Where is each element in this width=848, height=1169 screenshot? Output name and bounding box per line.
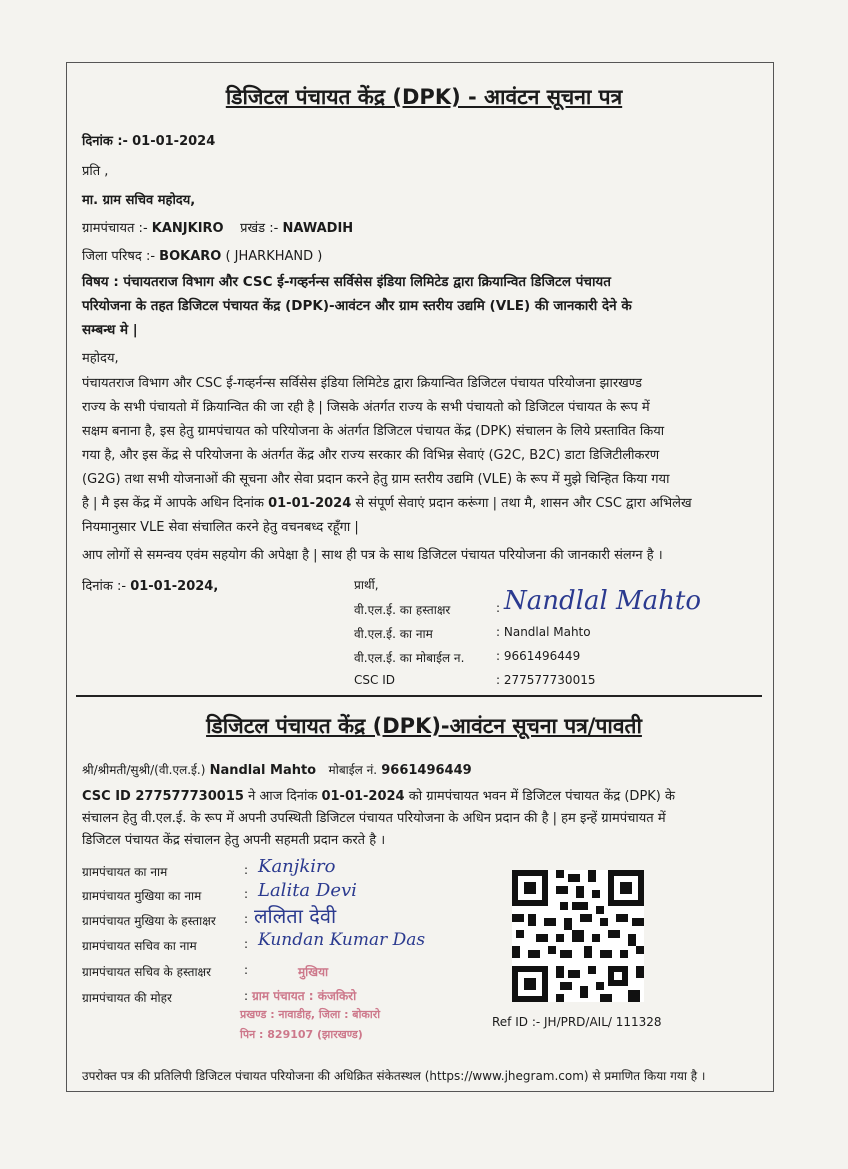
field-label: ग्रामपंचायत मुखिया के हस्ताक्षर	[82, 914, 216, 928]
date-value: 01-01-2024	[132, 134, 216, 149]
subject-line: विषय : पंचायतराज विभाग और CSC ई-गव्हर्नन्स सर्विसेस इंडिया लिमिटेड द्वारा क्रियान्वित डिजिटल पंचायत	[82, 274, 611, 290]
receipt-date: 01-01-2024	[321, 789, 405, 804]
date2-value: 01-01-2024,	[130, 579, 219, 594]
ref-id: Ref ID :- JH/PRD/AIL/ 111328	[492, 1015, 662, 1029]
field-colon: :	[244, 863, 249, 877]
footer-note: उपरोक्त पत्र की प्रतिलिपी डिजिटल पंचायत परियोजना की अधिक्रित संकेतस्थल (https://www.jhegram.com) से प्रमाणित किया गया है ।	[82, 1069, 706, 1083]
receipt-paragraph	[82, 786, 758, 852]
letter-title: डिजिटल पंचायत केंद्र (DPK) - आवंटन सूचना पत्र	[225, 85, 623, 109]
body-paragraph	[82, 372, 758, 540]
body-line: (G2G) तथा सभी योजनाओं की सूचना और सेवा प्रदान करने हेतु ग्राम स्तरीय उद्यमि (VLE) के रूप में मुझे चिन्हित किया गया	[82, 472, 670, 487]
vle-sign-label: वी.एल.ई. का हस्ताक्षर	[354, 603, 451, 617]
vle-prefix: श्री/श्रीमती/सुश्री/(वी.एल.ई.)	[82, 763, 206, 777]
addressee: मा. ग्राम सचिव महोदय,	[82, 193, 196, 208]
field-value-handwritten: Lalita Devi	[258, 880, 357, 901]
state-value: ( JHARKHAND )	[225, 249, 323, 264]
district-label: जिला परिषद :-	[82, 249, 156, 264]
field-label: ग्रामपंचायत की मोहर	[82, 991, 172, 1005]
prati-text: प्रति ,	[82, 164, 109, 179]
field-label: ग्रामपंचायत सचिव के हस्ताक्षर	[82, 965, 212, 979]
body-line: नियमानुसार VLE सेवा संचालित करने हेतु वचनबध्द रहूँगा |	[82, 520, 359, 535]
field-label: ग्रामपंचायत मुखिया का नाम	[82, 889, 202, 903]
stamp-line: प्रखण्ड : नावाडीह, जिला : बोकारो	[240, 1008, 381, 1021]
applicant-label: प्रार्थी,	[354, 578, 379, 592]
field-label: ग्रामपंचायत सचिव का नाम	[82, 939, 197, 953]
block-label: प्रखंड :-	[240, 221, 279, 236]
csc-id-value: : 277577730015	[496, 673, 596, 687]
field-label: ग्रामपंचायत का नाम	[82, 865, 168, 879]
district-line	[82, 246, 322, 264]
qr-code-icon	[512, 870, 644, 1002]
receipt-line	[82, 786, 758, 808]
body-line-part: है | मै इस केंद्र में आपके अधिन दिनांक	[82, 496, 264, 511]
vle-sign-colon: :	[496, 601, 501, 615]
body-line: सक्षम बनाना है, इस हेतु ग्रामपंचायत को परियोजना के अंतर्गत डिजिटल पंचायत केंद्र (DPK) संचालन के लिये प्रस्तावित किया	[82, 424, 665, 439]
body-line: गया है, और इस केंद्र से परियोजना के अंतर्गत केंद्र और राज्य सरकार की विभिन्न सेवाएं (G2C, B2C) डाटा डिजिटीलीकरण	[82, 448, 660, 463]
receipt-mobile-value: 9661496449	[381, 763, 472, 778]
receipt-vle-line	[82, 761, 472, 778]
field-colon: :	[244, 887, 249, 901]
gp-value: KANJKIRO	[151, 221, 224, 236]
date2-label: दिनांक :-	[82, 579, 127, 594]
date-label: दिनांक :-	[82, 134, 128, 149]
field-colon: :	[244, 963, 249, 977]
subject-line: परियोजना के तहत डिजिटल पंचायत केंद्र (DPK)-आवंटन और ग्राम स्तरीय उद्यमि (VLE) की जानकारी देने के	[82, 298, 632, 314]
vle-name-label: वी.एल.ई. का नाम	[354, 627, 433, 641]
subject-line: सम्बन्ध मे |	[82, 322, 138, 338]
field-value-handwritten: Kundan Kumar Das	[258, 930, 426, 950]
receipt-csc-id: CSC ID 277577730015	[82, 789, 244, 804]
receipt-line-part: को ग्रामपंचायत भवन में डिजिटल पंचायत केंद्र (DPK) के	[408, 789, 675, 804]
csc-id-label: CSC ID	[354, 673, 395, 687]
block-value: NAWADIH	[282, 221, 354, 236]
stamp-line: ग्राम पंचायत : कंजकिरो	[252, 989, 357, 1003]
date2-line	[82, 576, 218, 594]
vle-signature: Nandlal Mahto	[504, 586, 702, 616]
field-colon: :	[244, 912, 249, 926]
vle-mobile-value: : 9661496449	[496, 649, 581, 663]
receipt-line-part: ने आज दिनांक	[248, 789, 318, 804]
field-colon: :	[244, 937, 249, 951]
stamp-line: पिन : 829107 (झारखण्ड)	[240, 1028, 363, 1041]
field-value-handwritten: Kanjkiro	[258, 856, 336, 877]
gp-label: ग्रामपंचायत :-	[82, 221, 148, 236]
vle-name-value: : Nandlal Mahto	[496, 625, 591, 639]
subject	[82, 270, 742, 342]
receipt-line: डिजिटल पंचायत केंद्र संचालन हेतु अपनी सहमती प्रदान करते है ।	[82, 833, 386, 848]
receipt-title: डिजिटल पंचायत केंद्र (DPK)-आवंटन सूचना पत्र/पावती	[206, 714, 642, 738]
body-line-part: से संपूर्ण सेवाएं प्रदान करूंगा | तथा मै, शासन और CSC द्वारा अभिलेख	[355, 496, 692, 511]
field-colon: :	[244, 989, 249, 1003]
district-value: BOKARO	[159, 249, 222, 264]
section-divider	[76, 695, 762, 697]
vle-mobile-label: वी.एल.ई. का मोबाईल न.	[354, 651, 465, 665]
body-line: पंचायतराज विभाग और CSC ई-गव्हर्नन्स सर्विसेस इंडिया लिमिटेड द्वारा क्रियान्वित डिजिटल पंचायत परियोजना झारखण्ड	[82, 376, 642, 391]
receipt-vle-name: Nandlal Mahto	[209, 763, 317, 778]
receipt-mobile-label: मोबाईल नं.	[328, 763, 378, 777]
gp-line	[82, 218, 353, 236]
body-date: 01-01-2024	[268, 496, 352, 511]
stamp-line: मुखिया	[298, 965, 329, 979]
salutation: महोदय,	[82, 351, 119, 366]
mukhiya-signature: ललिता देवी	[254, 904, 337, 928]
closing-text: आप लोगों से समन्वय एवंम सहयोग की अपेक्षा है | साथ ही पत्र के साथ डिजिटल पंचायत परियोजना की जानकारी संलग्न है ।	[82, 548, 663, 563]
receipt-line: संचालन हेतु वी.एल.ई. के रूप में अपनी उपस्थिती डिजिटल पंचायत परियोजना के अधिन प्रदान की है | हम इन्हें ग्रामपंचायत में	[82, 811, 666, 826]
body-line: राज्य के सभी पंचायतो में क्रियान्वित की जा रही है | जिसके अंतर्गत राज्य के सभी पंचायतो को डिजिटल पंचायत के रूप में	[82, 400, 650, 415]
body-line	[82, 492, 758, 516]
date-line	[82, 131, 215, 149]
